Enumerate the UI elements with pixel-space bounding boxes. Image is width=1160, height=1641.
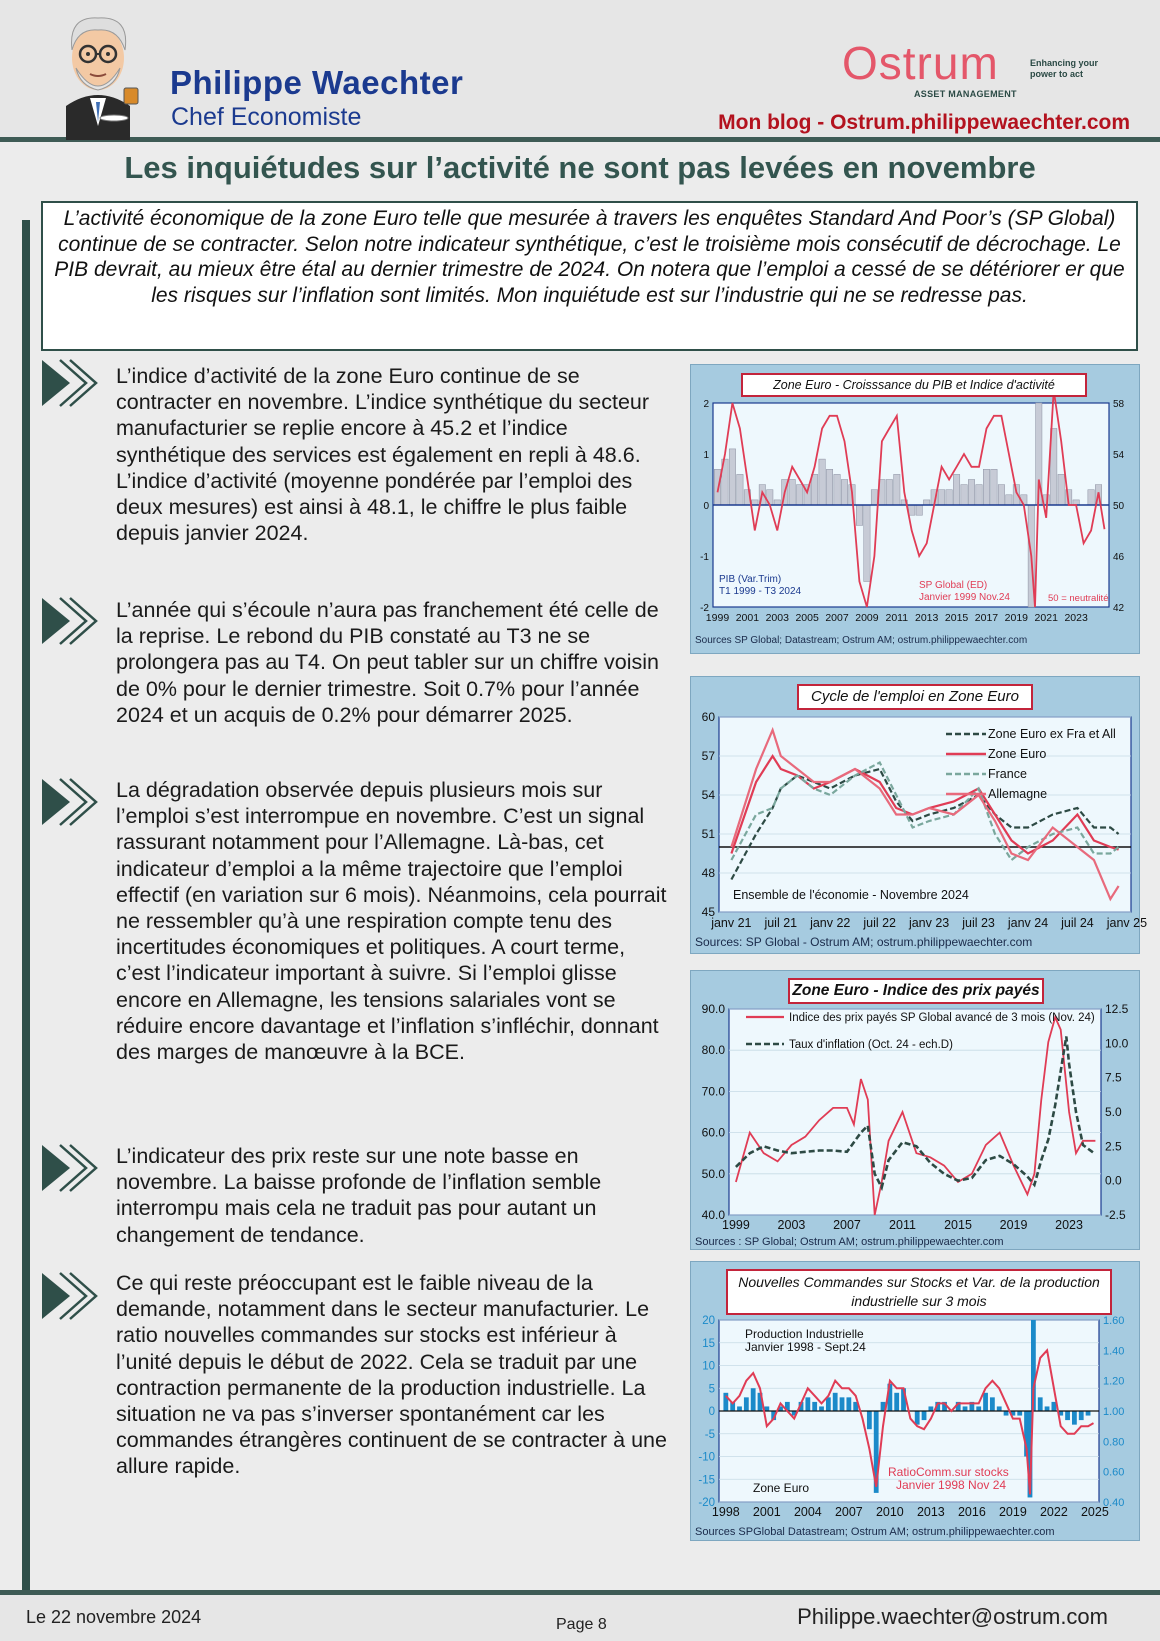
gdp-bar: [811, 474, 817, 505]
plot-area: [719, 717, 1131, 912]
gdp-bar: [864, 505, 870, 582]
y-tick-label: 57: [701, 749, 715, 763]
production-bar: [990, 1397, 995, 1411]
y2-tick-label: 50: [1113, 501, 1125, 512]
paragraph-gdp: L’année qui s’écoule n’aura pas franchement été celle de la reprise. Le rebond du PIB constaté au T3 ne se prolongera pas au T4. On peut tabler sur un chiffre voisin de 0% pour le dernier trimestre. Soit 0.7% pour l’année 2024 et un acquis de 0.2% pour démarrer 2025.: [116, 598, 660, 727]
production-bar: [764, 1406, 769, 1411]
x-tick-label: 2013: [915, 612, 939, 624]
ostrum-logo: [842, 37, 1122, 102]
page-header: [0, 0, 1160, 142]
paragraph-demand: Ce qui reste préoccupant est le faible niveau de la demande, notamment dans le secteur manufacturier. Le ratio nouvelles commandes sur stocks est inférieur à l’unité depuis le début de 2022. Cela se traduit par une contraction permanente de la production industrielle. La situation ne va pas s’inverser spontanément car les commandes étrangères continuent de se contracter à une allure rapide.: [116, 1271, 667, 1479]
chart-title: Zone Euro - Indice des prix payés: [788, 978, 1044, 1004]
gdp-bar: [976, 485, 982, 505]
chart-gdp-activity: [690, 364, 1140, 654]
chart-annotation: SP Global (ED): [919, 580, 988, 591]
gdp-bar: [946, 490, 952, 505]
y2-tick-label: 7.5: [1105, 1070, 1122, 1085]
production-bar: [894, 1393, 899, 1411]
chart-annotation: PIB (Var.Trim): [719, 574, 782, 585]
chart-annotation: Janvier 1998 Nov 24: [896, 1478, 1007, 1492]
production-bar: [915, 1411, 920, 1425]
y-tick-label: -15: [698, 1474, 715, 1487]
x-tick-label: janv 21: [711, 916, 752, 930]
paragraph-employment: La dégradation observée depuis plusieurs mois sur l’emploi s’est interrompue en novembre. C’est un signal rassurant notamment pour l’Allemagne. Là-bas, cet indicateur d’emploi a la même trajectoire que l’emploi effectif (en variation sur 6 mois). Néanmoins, cela pourrait ne ressembler qu’à une respiration compte tenu des incertitudes économiques et politiques. A court terme, c’est l’indicateur important à suivre. Si l’emploi glisse encore en Allemagne, les tensions salariales vont se réduire encore davantage et l’inflation s’infléchir, donnant des marges de manœuvre à la BCE.: [116, 778, 667, 1065]
x-tick-label: 2005: [795, 612, 819, 624]
production-bar: [819, 1406, 824, 1411]
y-tick-label: 0: [703, 501, 709, 512]
gdp-bar: [916, 505, 922, 515]
gdp-bar: [909, 505, 915, 515]
production-bar: [812, 1402, 817, 1411]
y-tick-label: 80.0: [701, 1043, 725, 1058]
x-tick-label: juil 21: [764, 916, 798, 930]
gdp-bar: [826, 469, 832, 505]
production-bar: [840, 1397, 845, 1411]
production-bar: [976, 1406, 981, 1411]
gdp-bar: [789, 480, 795, 506]
gdp-bar: [923, 500, 929, 505]
author-name: Philippe Waechter: [170, 64, 464, 101]
chart-title: Zone Euro - Croisssance du PIB et Indice d'activité: [741, 373, 1087, 397]
production-bar: [833, 1393, 838, 1411]
x-tick-label: 1998: [711, 1505, 740, 1519]
production-bar: [826, 1397, 831, 1411]
y2-tick-label: 42: [1113, 603, 1125, 614]
x-tick-label: 2011: [885, 612, 909, 624]
x-tick-label: 2019: [1004, 612, 1029, 624]
y-tick-label: -10: [698, 1451, 715, 1464]
y-tick-label: 90.0: [701, 1002, 725, 1016]
x-tick-label: 2007: [833, 1218, 861, 1232]
gdp-bar: [729, 449, 735, 505]
y2-tick-label: 0.80: [1103, 1436, 1125, 1449]
chart-annotation: Janvier 1998 - Sept.24: [745, 1340, 866, 1354]
gdp-bar: [961, 485, 967, 505]
production-bar: [1045, 1406, 1050, 1411]
gdp-bar: [834, 474, 840, 505]
x-tick-label: 2009: [855, 612, 879, 624]
gdp-bar: [998, 485, 1004, 505]
gdp-bar: [938, 490, 944, 505]
gdp-bar: [871, 490, 877, 505]
production-bar: [922, 1411, 927, 1420]
arrow-bullet-icon: [40, 1143, 100, 1193]
production-bar: [744, 1397, 749, 1411]
y2-tick-label: 0.0: [1105, 1173, 1122, 1188]
production-bar: [805, 1397, 810, 1411]
x-tick-label: 2025: [1080, 1505, 1109, 1519]
y2-tick-label: 0.60: [1103, 1466, 1125, 1479]
gdp-bar: [991, 469, 997, 505]
page-footer: [0, 1590, 1160, 1641]
y-tick-label: 10: [702, 1360, 715, 1373]
x-tick-label: 2001: [735, 612, 760, 624]
y-tick-label: 0: [708, 1406, 715, 1418]
y-tick-label: 54: [701, 788, 715, 802]
production-bar: [1086, 1411, 1091, 1416]
page-title: Les inquiétudes sur l’activité ne sont pas levées en novembre: [124, 150, 1036, 185]
y2-tick-label: 54: [1113, 450, 1125, 461]
y2-tick-label: -2.5: [1105, 1208, 1126, 1222]
gdp-bar: [774, 500, 780, 505]
gdp-bar: [752, 500, 758, 505]
x-tick-label: 1999: [705, 612, 730, 624]
arrow-bullet-icon: [40, 596, 100, 646]
y-tick-label: 51: [701, 827, 715, 841]
y2-tick-label: 1.20: [1103, 1375, 1125, 1388]
chart-employment-cycle: [690, 676, 1148, 954]
y-tick-label: 50.0: [701, 1166, 725, 1181]
x-tick-label: 2021: [1034, 612, 1058, 624]
chart-title: Cycle de l'emploi en Zone Euro: [797, 684, 1033, 710]
production-bar: [751, 1388, 756, 1411]
production-bar: [1004, 1411, 1009, 1416]
x-tick-label: 2001: [752, 1505, 781, 1519]
x-tick-label: 2010: [875, 1505, 904, 1519]
x-tick-label: 2023: [1055, 1218, 1083, 1232]
y2-tick-label: 0.40: [1103, 1497, 1125, 1509]
production-bar: [928, 1406, 933, 1411]
legend-label: Indice des prix payés SP Global avancé de 3 mois (Nov. 24): [789, 1012, 1095, 1024]
chart-annotation: T1 1999 - T3 2024: [719, 586, 802, 597]
y-tick-label: 2: [703, 399, 709, 410]
production-bar: [983, 1393, 988, 1411]
summary-box: L’activité économique de la zone Euro telle que mesurée à travers les enquêtes Standard And Poor’s (SP Global) continue de se contracter. Selon notre indicateur synthétique, c’est le troisième mois consécutif de décrochage. Le PIB devrait, au mieux être étal au dernier trimestre de 2024. On notera que l’emploi a cessé de se détériorer er que les risques sur l’inflation sont limités. Mon inquiétude est sur l’industrie qui ne se redresse pas.: [41, 201, 1138, 351]
y2-tick-label: 10.0: [1105, 1036, 1129, 1051]
page-number: Page 8: [556, 1616, 607, 1633]
arrow-bullet-icon: [40, 777, 100, 827]
y-tick-label: 40.0: [701, 1208, 725, 1222]
production-bar: [723, 1393, 728, 1411]
author-role: Chef Economiste: [171, 103, 362, 131]
production-bar: [1038, 1397, 1043, 1411]
production-bar: [1079, 1411, 1084, 1420]
x-tick-label: 2013: [916, 1505, 945, 1519]
chart-annotation: Ensemble de l'économie - Novembre 2024: [733, 888, 969, 902]
y2-tick-label: 1.00: [1103, 1406, 1125, 1418]
chart-source: Sources SPGlobal Datastream; Ostrum AM; ostrum.philippewaechter.com: [695, 1526, 1055, 1538]
gdp-bar: [819, 459, 825, 505]
y-tick-label: 60: [701, 710, 715, 724]
x-tick-label: 2019: [999, 1218, 1028, 1232]
chart-prices-paid: [690, 970, 1140, 1250]
x-tick-label: 2004: [793, 1505, 822, 1519]
y-tick-label: -1: [700, 552, 709, 563]
x-tick-label: 2011: [889, 1218, 916, 1232]
y-tick-label: 45: [701, 905, 715, 919]
blog-link[interactable]: Mon blog - Ostrum.philippewaechter.com: [718, 111, 1130, 134]
y2-tick-label: 2.5: [1105, 1139, 1122, 1154]
x-tick-label: 2007: [834, 1505, 863, 1519]
chart-annotation: Janvier 1999 Nov.24: [919, 592, 1010, 603]
x-tick-label: juil 22: [863, 916, 897, 930]
chart-orders-production: [690, 1261, 1140, 1541]
chart-source: Sources : SP Global; Ostrum AM; ostrum.philippewaechter.com: [695, 1236, 1004, 1248]
arrow-bullet-icon: [40, 358, 100, 408]
gdp-bar: [714, 469, 720, 505]
paragraph-prices: L’indicateur des prix reste sur une note basse en novembre. La baisse profonde de l’inflation semble interrompu mais cela ne traduit pas pour autant un changement de tendance.: [116, 1144, 602, 1247]
x-tick-label: 2022: [1039, 1505, 1068, 1519]
gdp-bar: [1006, 495, 1012, 505]
logo-tagline: Enhancing your power to act: [1030, 58, 1099, 79]
chart-annotation: RatioComm.sur stocks: [888, 1465, 1009, 1479]
y-tick-label: -2: [700, 603, 709, 614]
y-tick-label: -20: [698, 1497, 715, 1509]
x-tick-label: 2015: [944, 1218, 972, 1232]
x-tick-label: 2023: [1064, 612, 1088, 624]
legend-label: Taux d'inflation (Oct. 24 - ech.D): [789, 1039, 953, 1051]
y2-tick-label: 1.60: [1103, 1315, 1125, 1327]
logo-wordmark: Ostrum: [842, 37, 999, 89]
footer-email[interactable]: Philippe.waechter@ostrum.com: [797, 1604, 1108, 1629]
gdp-bar: [1058, 474, 1064, 505]
legend-label: Zone Euro: [988, 747, 1047, 761]
x-tick-label: janv 24: [1007, 916, 1049, 930]
x-tick-label: 2016: [957, 1505, 986, 1519]
y-tick-label: 70.0: [701, 1084, 725, 1099]
x-tick-label: 2015: [944, 612, 969, 624]
gdp-bar: [894, 474, 900, 505]
gdp-bar: [953, 474, 959, 505]
paragraph-activity: L’indice d’activité de la zone Euro continue de se contracter en novembre. L’indice synthétique du secteur manufacturier se replie encore à 45.2 et l’indice synthétique des services est également en repli à 48.6. L’indice d’activité (moyenne pondérée par l’emploi des deux mesures) est ainsi à 48.1, le chiffre le plus faible depuis janvier 2024.: [116, 364, 650, 546]
x-tick-label: juil 23: [962, 916, 995, 930]
production-bar: [1065, 1411, 1070, 1420]
y-tick-label: 15: [702, 1337, 715, 1350]
left-vertical-rule: [22, 220, 30, 1590]
gdp-bar: [886, 480, 892, 506]
y-tick-label: 60.0: [701, 1125, 725, 1140]
x-tick-label: janv 25: [1106, 916, 1148, 930]
chart-annotation: 50 = neutralité: [1048, 593, 1109, 604]
y-tick-label: 5: [708, 1383, 715, 1396]
y2-tick-label: 58: [1113, 399, 1125, 410]
y2-tick-label: 12.5: [1105, 1002, 1129, 1016]
production-bar: [867, 1411, 872, 1429]
chart-annotation: Zone Euro: [753, 1481, 810, 1495]
legend-label: France: [988, 767, 1027, 781]
x-tick-label: 2017: [974, 612, 999, 624]
chart-annotation: Production Industrielle: [745, 1327, 864, 1341]
footer-date: Le 22 novembre 2024: [26, 1607, 202, 1627]
x-tick-label: 2007: [825, 612, 849, 624]
production-bar: [846, 1397, 851, 1411]
x-tick-label: 2003: [765, 612, 789, 624]
x-tick-label: 2003: [777, 1218, 806, 1232]
legend-label: Zone Euro ex Fra et All: [988, 727, 1116, 741]
x-tick-label: 2019: [998, 1505, 1027, 1519]
x-tick-label: 1999: [722, 1218, 750, 1232]
gdp-bar: [1088, 490, 1094, 505]
chart-title: Nouvelles Commandes sur Stocks et Var. de la production industrielle sur 3 mois: [726, 1269, 1112, 1315]
gdp-bar: [968, 480, 974, 506]
production-bar: [1017, 1411, 1022, 1416]
economist-caricature-avatar: [48, 6, 148, 140]
x-tick-label: janv 23: [908, 916, 950, 930]
gdp-bar: [737, 474, 743, 505]
y2-tick-label: 46: [1113, 552, 1125, 563]
y-tick-label: 20: [702, 1315, 715, 1327]
production-bar: [997, 1406, 1002, 1411]
production-bar: [1072, 1411, 1077, 1425]
y-tick-label: 1: [703, 450, 709, 461]
gdp-bar: [796, 485, 802, 505]
chart-source: Sources SP Global; Datastream; Ostrum AM; ostrum.philippewaechter.com: [695, 635, 1028, 646]
gdp-bar: [983, 469, 989, 505]
arrow-bullet-icon: [40, 1271, 100, 1321]
gdp-bar: [841, 480, 847, 506]
production-bar: [737, 1406, 742, 1411]
x-tick-label: janv 22: [810, 916, 851, 930]
y2-tick-label: 5.0: [1105, 1105, 1122, 1119]
production-bar: [963, 1406, 968, 1411]
x-tick-label: juil 24: [1061, 916, 1094, 930]
y-tick-label: -5: [704, 1428, 715, 1441]
legend-label: Allemagne: [988, 787, 1048, 801]
logo-subtitle: ASSET MANAGEMENT: [914, 89, 1017, 99]
y-tick-label: 48: [701, 866, 715, 880]
gdp-bar: [856, 505, 862, 525]
chart-source: Sources: SP Global - Ostrum AM; ostrum.philippewaechter.com: [695, 935, 1033, 949]
y2-tick-label: 1.40: [1103, 1345, 1125, 1358]
